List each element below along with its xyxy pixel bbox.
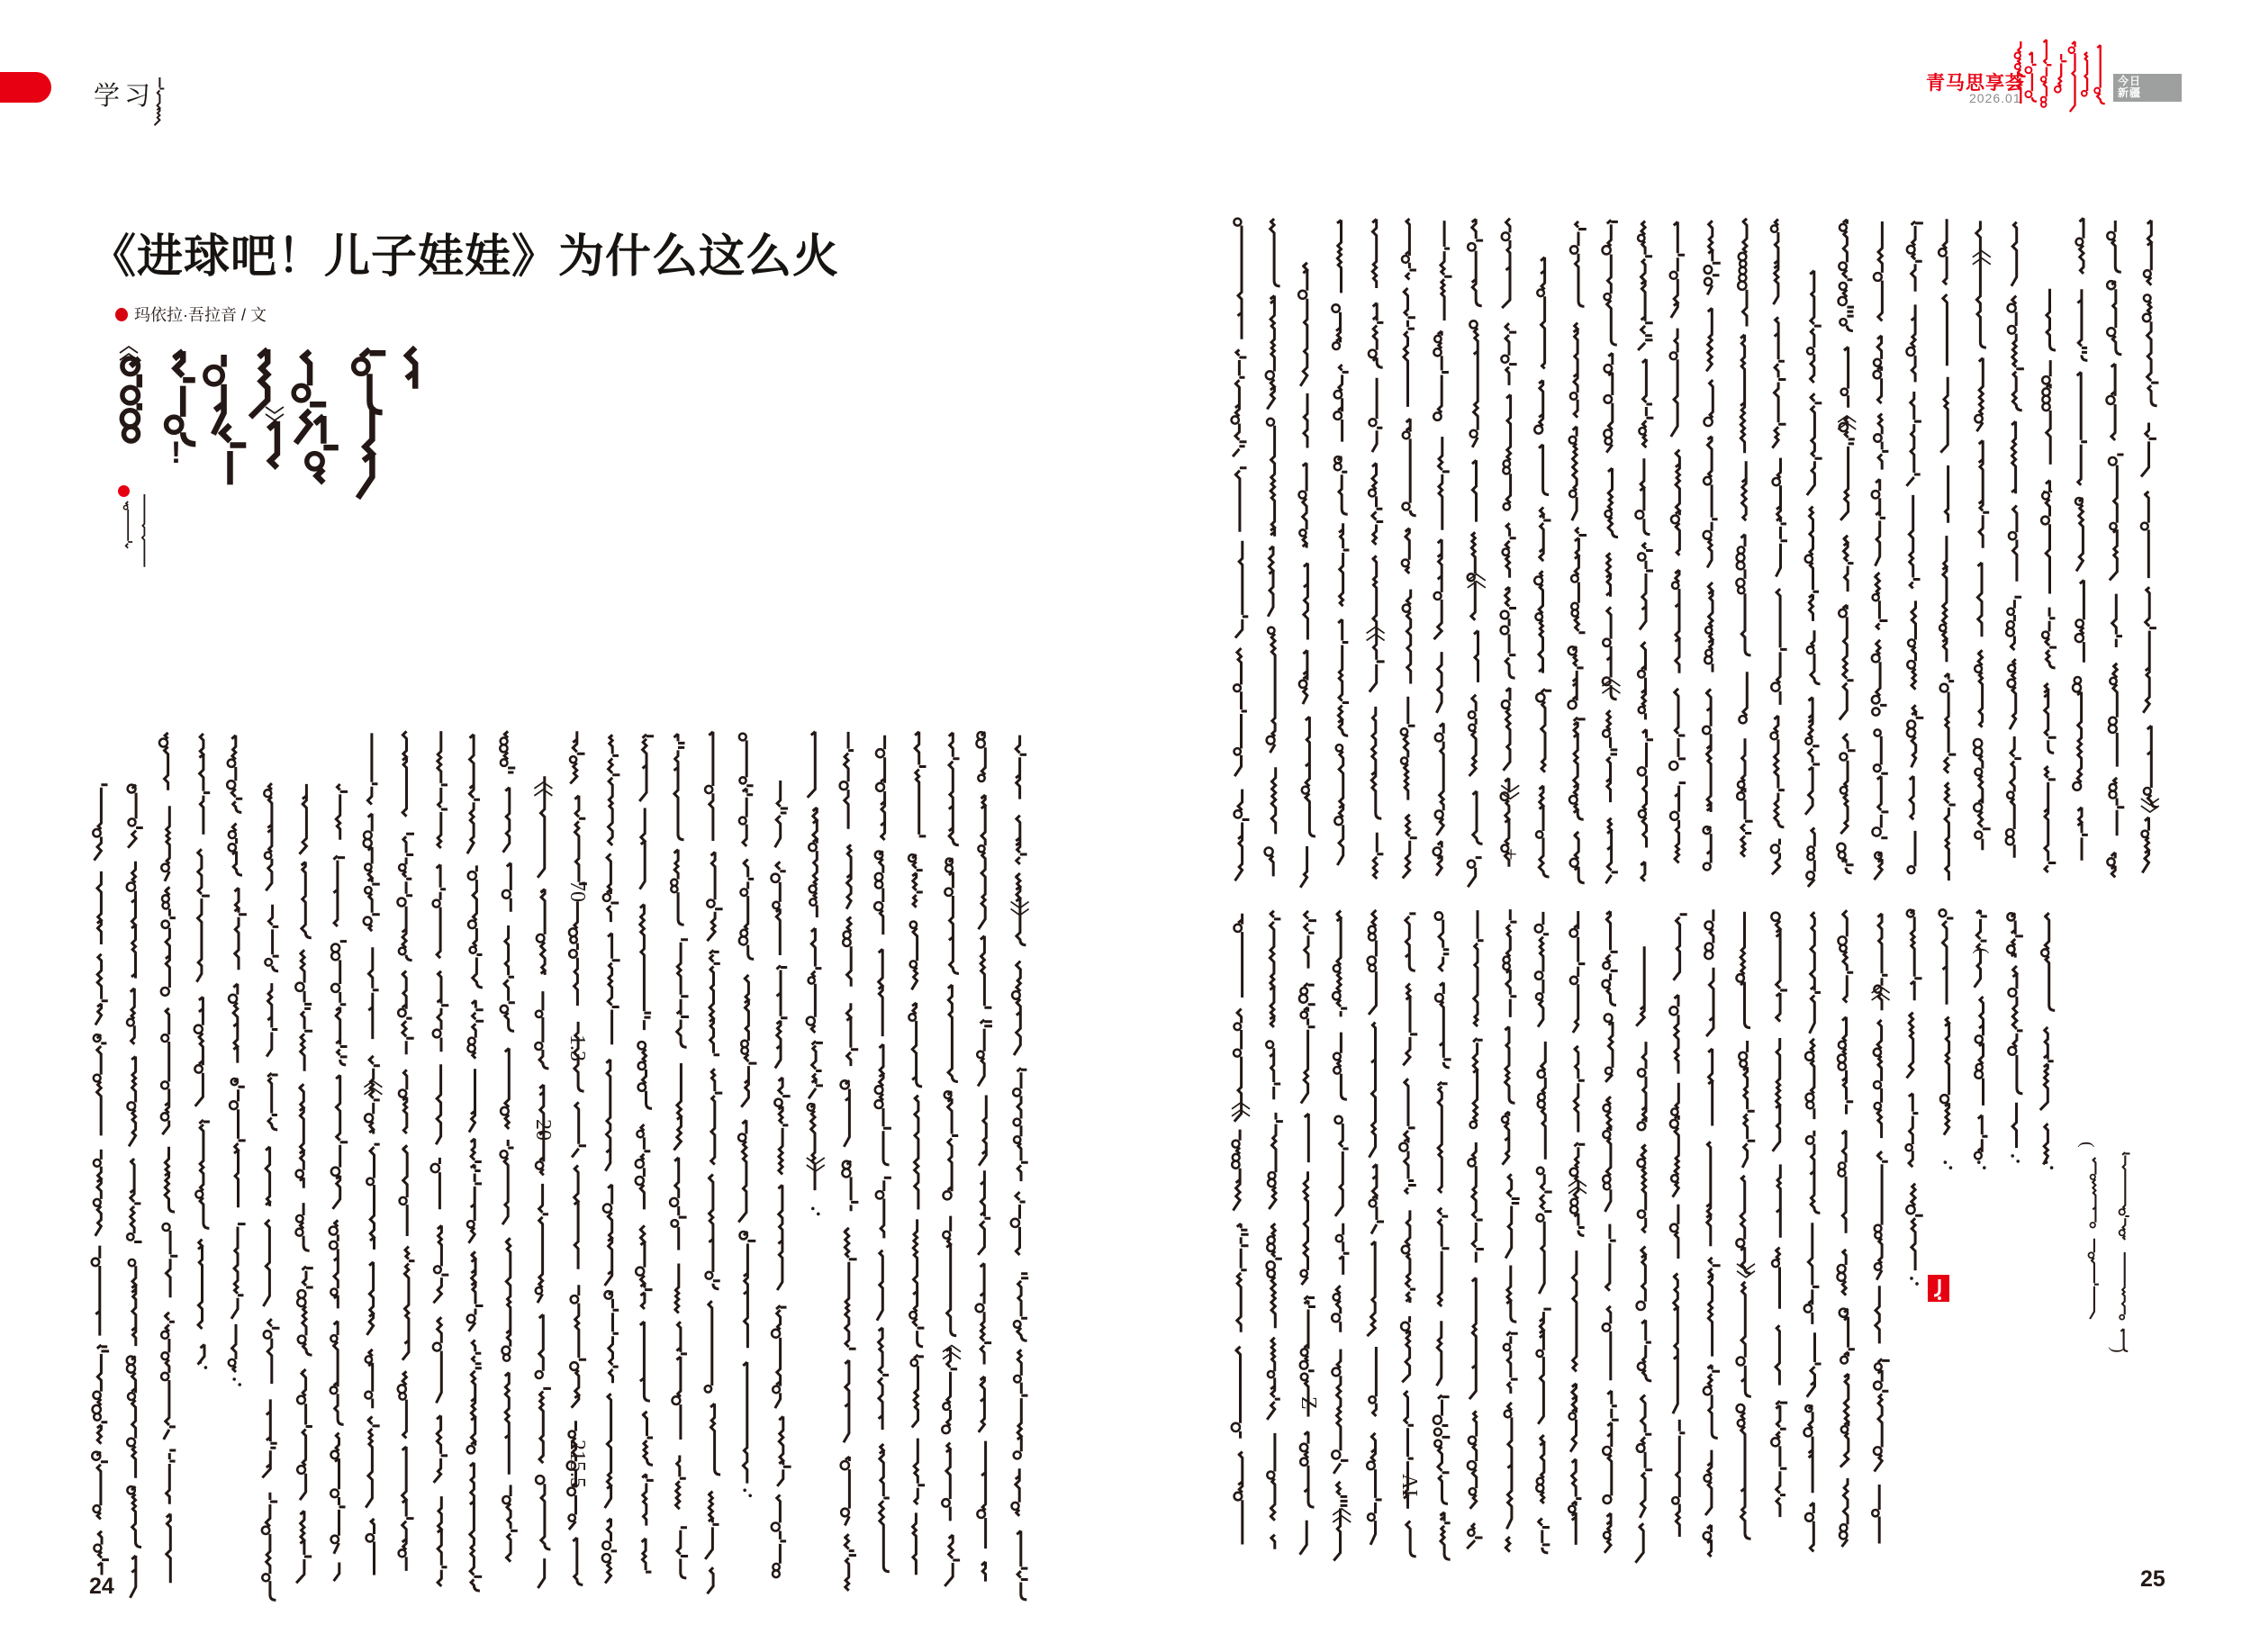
logo-text [2118,76,2141,99]
inline-token: 20 [531,1119,556,1142]
section-tab-marker [0,72,51,103]
inline-token: + [1498,848,1523,861]
bullet-icon [115,308,128,321]
byline [115,302,267,326]
end-seal [1928,1275,1949,1302]
inline-token: ( [1971,947,1992,954]
section-label: 学习 [94,82,156,111]
logo-line1: 今日 [2118,75,2142,87]
page-number-right: 25 [2140,1566,2165,1592]
logo-box [2113,74,2182,102]
page-number-left: 24 [89,1574,114,1599]
inline-token: AI [1397,1473,1421,1496]
inline-token: ( [2077,1142,2097,1148]
inline-token: 1.3 [565,1034,590,1061]
inline-token: ! [170,436,182,470]
bullet-icon [118,485,130,497]
masthead-title: 青马思享荟 [1926,73,2025,94]
inline-token: 215.5 [565,1439,590,1488]
issue-date: 2026.01 [1969,91,2021,105]
inline-token: ) [2108,1347,2128,1353]
byline-text: 玛依拉·吾拉音 / 文 [134,306,267,324]
headline: 《进球吧！儿子娃娃》为什么这么火 [90,230,840,282]
inline-token: : [2038,488,2061,494]
logo-line2: 新疆 [2118,86,2142,99]
inline-token: 70 [565,880,590,902]
seal-glyph-icon [1928,1275,1949,1302]
inline-token: Z [1296,1395,1320,1410]
